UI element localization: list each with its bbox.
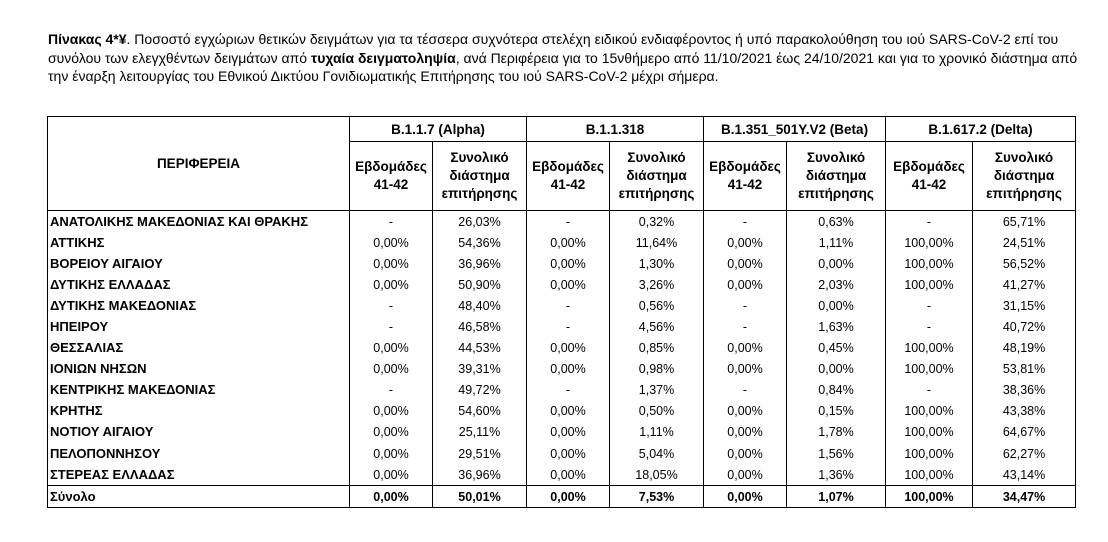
total-period-value: 1,30% [610, 253, 704, 274]
total-period-value: 53,81% [973, 359, 1076, 380]
caption-label: Πίνακας 4*¥ [48, 31, 127, 47]
total-period-value: 38,36% [973, 380, 1076, 401]
total-period-value: 50,90% [433, 274, 527, 295]
weeks-value: 0,00% [350, 443, 433, 464]
region-name: ΘΕΣΣΑΛΙΑΣ [48, 338, 350, 359]
weeks-value: - [350, 380, 433, 401]
weeks-value: 0,00% [704, 422, 787, 443]
total-period-value: 7,53% [610, 486, 704, 508]
total-period-value: 0,50% [610, 401, 704, 422]
region-name: ΔΥΤΙΚΗΣ ΜΑΚΕΔΟΝΙΑΣ [48, 295, 350, 316]
region-name: ΑΤΤΙΚΗΣ [48, 232, 350, 253]
total-period-value: 29,51% [433, 443, 527, 464]
region-name: ΝΟΤΙΟΥ ΑΙΓΑΙΟΥ [48, 422, 350, 443]
weeks-value: 100,00% [886, 401, 973, 422]
subheader-weeks: Εβδομάδες 41-42 [527, 142, 610, 211]
total-period-value: 40,72% [973, 316, 1076, 337]
region-name: ΗΠΕΙΡΟΥ [48, 316, 350, 337]
region-name: ΚΡΗΤΗΣ [48, 401, 350, 422]
table-row [48, 211, 1076, 233]
subheader-total-period: Συνολικό διάστημα επιτήρησης [433, 142, 527, 211]
weeks-value: 100,00% [886, 464, 973, 486]
weeks-value: 0,00% [350, 274, 433, 295]
weeks-value: 100,00% [886, 338, 973, 359]
weeks-value: - [704, 295, 787, 316]
variant-header-alpha: B.1.1.7 (Alpha) [350, 117, 527, 142]
weeks-value: - [527, 211, 610, 233]
total-period-value: 0,63% [787, 211, 886, 233]
table-row [48, 253, 1076, 274]
weeks-value: - [527, 380, 610, 401]
weeks-value: 100,00% [886, 486, 973, 508]
weeks-value: - [350, 211, 433, 233]
weeks-value: 100,00% [886, 359, 973, 380]
total-period-value: 54,60% [433, 401, 527, 422]
total-period-value: 64,67% [973, 422, 1076, 443]
total-period-value: 36,96% [433, 253, 527, 274]
weeks-value: 0,00% [350, 401, 433, 422]
weeks-value: 100,00% [886, 232, 973, 253]
table-row [48, 274, 1076, 295]
total-period-value: 49,72% [433, 380, 527, 401]
weeks-value: 100,00% [886, 274, 973, 295]
table-row [48, 380, 1076, 401]
region-name: ΣΤΕΡΕΑΣ ΕΛΛΑΔΑΣ [48, 464, 350, 486]
total-period-value: 31,15% [973, 295, 1076, 316]
total-period-value: 11,64% [610, 232, 704, 253]
region-name: ΔΥΤΙΚΗΣ ΕΛΛΑΔΑΣ [48, 274, 350, 295]
weeks-value: - [886, 316, 973, 337]
region-name: ΠΕΛΟΠΟΝΝΗΣΟΥ [48, 443, 350, 464]
weeks-value: 0,00% [527, 338, 610, 359]
weeks-value: 0,00% [527, 464, 610, 486]
subheader-total-period: Συνολικό διάστημα επιτήρησης [787, 142, 886, 211]
total-period-value: 0,45% [787, 338, 886, 359]
total-period-value: 0,56% [610, 295, 704, 316]
region-header: ΠΕΡΙΦΕΡΕΙΑ [48, 117, 350, 211]
weeks-value: - [886, 380, 973, 401]
table-row [48, 295, 1076, 316]
weeks-value: 0,00% [527, 232, 610, 253]
total-period-value: 1,63% [787, 316, 886, 337]
weeks-value: - [704, 380, 787, 401]
total-period-value: 41,27% [973, 274, 1076, 295]
table-row [48, 443, 1076, 464]
weeks-value: 0,00% [704, 486, 787, 508]
total-period-value: 48,40% [433, 295, 527, 316]
weeks-value: 0,00% [350, 422, 433, 443]
table-row [48, 232, 1076, 253]
weeks-value: 0,00% [350, 232, 433, 253]
total-period-value: 25,11% [433, 422, 527, 443]
weeks-value: 0,00% [527, 443, 610, 464]
total-period-value: 43,14% [973, 464, 1076, 486]
weeks-value: 0,00% [704, 359, 787, 380]
weeks-value: 0,00% [350, 338, 433, 359]
table-row [48, 359, 1076, 380]
region-name: ΒΟΡΕΙΟΥ ΑΙΓΑΙΟΥ [48, 253, 350, 274]
weeks-value: 0,00% [350, 359, 433, 380]
region-name: ΚΕΝΤΡΙΚΗΣ ΜΑΚΕΔΟΝΙΑΣ [48, 380, 350, 401]
weeks-value: 0,00% [527, 401, 610, 422]
weeks-value: 0,00% [527, 359, 610, 380]
total-period-value: 1,37% [610, 380, 704, 401]
total-period-value: 1,11% [787, 232, 886, 253]
total-period-value: 2,03% [787, 274, 886, 295]
table-caption [48, 30, 1078, 86]
total-period-value: 0,00% [787, 359, 886, 380]
total-period-value: 1,36% [787, 464, 886, 486]
weeks-value: 0,00% [704, 274, 787, 295]
caption-text-2: , ανά Περιφέρεια για το 15νθήμερο από 11/10/2021 έως 24/10/2021 και για το χρονικό διάστημα από την έναρξη λειτουργίας του Εθνικού Δικτύου Γονιδιωματικής Επιτήρησης του ιού SARS-CoV-2 μέχρι σήμερα. [48, 49, 1078, 84]
table-body [48, 211, 1076, 508]
variants-table [47, 116, 1076, 508]
total-period-value: 5,04% [610, 443, 704, 464]
weeks-value: - [527, 295, 610, 316]
weeks-value: - [886, 211, 973, 233]
weeks-value: - [527, 316, 610, 337]
weeks-value: 0,00% [704, 464, 787, 486]
total-period-value: 0,00% [787, 295, 886, 316]
total-period-value: 44,53% [433, 338, 527, 359]
weeks-value: 0,00% [704, 401, 787, 422]
weeks-value: - [704, 316, 787, 337]
total-period-value: 0,98% [610, 359, 704, 380]
weeks-value: 0,00% [527, 274, 610, 295]
weeks-value: 0,00% [350, 464, 433, 486]
total-period-value: 65,71% [973, 211, 1076, 233]
total-period-value: 3,26% [610, 274, 704, 295]
total-period-value: 1,56% [787, 443, 886, 464]
weeks-value: 0,00% [350, 253, 433, 274]
weeks-value: - [704, 211, 787, 233]
total-period-value: 46,58% [433, 316, 527, 337]
total-period-value: 39,31% [433, 359, 527, 380]
total-period-value: 0,00% [787, 253, 886, 274]
weeks-value: 0,00% [350, 486, 433, 508]
caption-emphasis: τυχαία δειγματοληψία [311, 49, 456, 66]
total-period-value: 0,85% [610, 338, 704, 359]
table-row [48, 422, 1076, 443]
subheader-total-period: Συνολικό διάστημα επιτήρησης [610, 142, 704, 211]
total-period-value: 0,32% [610, 211, 704, 233]
weeks-value: - [350, 316, 433, 337]
weeks-value: 100,00% [886, 422, 973, 443]
total-period-value: 43,38% [973, 401, 1076, 422]
total-period-value: 24,51% [973, 232, 1076, 253]
total-period-value: 4,56% [610, 316, 704, 337]
table-row [48, 316, 1076, 337]
caption-text-1: . Ποσοστό εγχώριων θετικών δειγμάτων για τα τέσσερα συχνότερα στελέχη ειδικού ενδιαφέροντος ή υπό παρακολούθηση του ιού SARS-CoV-2 επί του συνόλου των ελεγχθέντων δειγμάτων από [48, 31, 1059, 66]
weeks-value: - [886, 295, 973, 316]
weeks-value: 0,00% [704, 253, 787, 274]
variant-header-b11318: B.1.1.318 [527, 117, 704, 142]
region-name: Σύνολο [48, 486, 350, 508]
total-period-value: 50,01% [433, 486, 527, 508]
total-period-value: 26,03% [433, 211, 527, 233]
total-period-value: 1,78% [787, 422, 886, 443]
variant-header-beta: B.1.351_501Y.V2 (Beta) [704, 117, 886, 142]
total-period-value: 56,52% [973, 253, 1076, 274]
region-name: ΑΝΑΤΟΛΙΚΗΣ ΜΑΚΕΔΟΝΙΑΣ ΚΑΙ ΘΡΑΚΗΣ [48, 211, 350, 233]
total-period-value: 0,84% [787, 380, 886, 401]
weeks-value: 0,00% [527, 486, 610, 508]
table-row [48, 464, 1076, 486]
subheader-weeks: Εβδομάδες 41-42 [886, 142, 973, 211]
total-period-value: 0,15% [787, 401, 886, 422]
total-period-value: 62,27% [973, 443, 1076, 464]
variant-header-delta: B.1.617.2 (Delta) [886, 117, 1076, 142]
weeks-value: 0,00% [704, 338, 787, 359]
total-period-value: 36,96% [433, 464, 527, 486]
total-period-value: 54,36% [433, 232, 527, 253]
weeks-value: 0,00% [704, 232, 787, 253]
total-period-value: 48,19% [973, 338, 1076, 359]
weeks-value: 0,00% [527, 422, 610, 443]
total-period-value: 18,05% [610, 464, 704, 486]
total-period-value: 1,07% [787, 486, 886, 508]
total-row [48, 486, 1076, 508]
subheader-total-period: Συνολικό διάστημα επιτήρησης [973, 142, 1076, 211]
table-row [48, 338, 1076, 359]
subheader-weeks: Εβδομάδες 41-42 [704, 142, 787, 211]
region-name: ΙΟΝΙΩΝ ΝΗΣΩΝ [48, 359, 350, 380]
weeks-value: 0,00% [704, 443, 787, 464]
weeks-value: - [350, 295, 433, 316]
weeks-value: 100,00% [886, 443, 973, 464]
total-period-value: 1,11% [610, 422, 704, 443]
weeks-value: 100,00% [886, 253, 973, 274]
total-period-value: 34,47% [973, 486, 1076, 508]
table-row [48, 401, 1076, 422]
subheader-weeks: Εβδομάδες 41-42 [350, 142, 433, 211]
weeks-value: 0,00% [527, 253, 610, 274]
